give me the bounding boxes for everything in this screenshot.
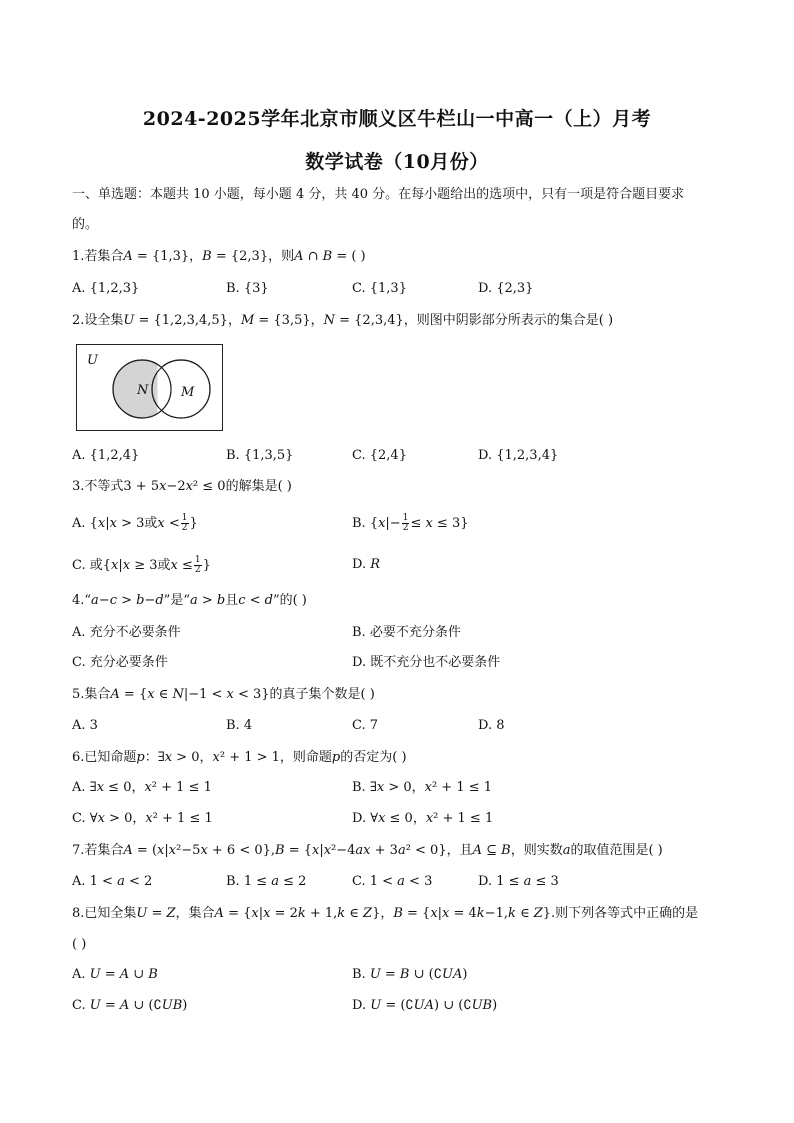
question-8-option-c[interactable]: C. 𝑈 = 𝐴 ∪ (∁𝑈𝐵) bbox=[72, 998, 188, 1013]
question-4-option-b[interactable]: B. 必要不充分条件 bbox=[352, 625, 461, 640]
question-7-stem: 7.若集合𝐴 = (𝑥|𝑥²−5𝑥 + 6 < 0},𝐵 = {𝑥|𝑥²−4𝑎𝑥 + 3𝑎² < 0}，且𝐴 ⊆ 𝐵，则实数𝑎的取值范围是( ) bbox=[72, 843, 663, 858]
question-4-stem: 4.“𝑎−𝑐 > 𝑏−𝑑”是“𝑎 > 𝑏且𝑐 < 𝑑”的( ) bbox=[72, 593, 307, 608]
option-text-end: ≤ 𝑥 ≤ 3} bbox=[410, 516, 469, 531]
question-2-option-d[interactable]: D. {1,2,3,4} bbox=[478, 448, 559, 463]
question-6-option-b[interactable]: B. ∃𝑥 > 0，𝑥² + 1 ≤ 1 bbox=[352, 780, 493, 795]
question-3-option-c[interactable] bbox=[72, 556, 211, 575]
question-8-stem-cont: ( ) bbox=[72, 937, 87, 952]
question-8-option-b[interactable]: B. 𝑈 = 𝐵 ∪ (∁𝑈𝐴) bbox=[352, 967, 468, 982]
question-4-option-a[interactable]: A. 充分不必要条件 bbox=[72, 625, 181, 640]
question-3-option-b[interactable] bbox=[352, 514, 469, 533]
question-7-option-d[interactable]: D. 1 ≤ 𝑎 ≤ 3 bbox=[478, 874, 559, 889]
question-1-option-c[interactable]: C. {1,3} bbox=[352, 281, 407, 296]
question-8-option-a[interactable]: A. 𝑈 = 𝐴 ∪ 𝐵 bbox=[72, 967, 158, 982]
exam-title: 2024-2025学年北京市顺义区牛栏山一中高一（上）月考 bbox=[142, 108, 652, 130]
question-5-stem: 5.集合𝐴 = {𝑥 ∈ 𝑁|−1 < 𝑥 < 3}的真子集个数是( ) bbox=[72, 687, 375, 702]
question-2-option-b[interactable]: B. {1,3,5} bbox=[226, 448, 294, 463]
option-text-end: } bbox=[202, 558, 211, 573]
fraction-denominator: 2 bbox=[181, 523, 188, 533]
exam-subtitle: 数学试卷（10月份） bbox=[305, 151, 489, 173]
section-instruction: 一、单选题：本题共 10 小题，每小题 4 分，共 40 分。在每小题给出的选项中，只有一项是符合题目要求 bbox=[72, 187, 685, 202]
question-6-option-a[interactable]: A. ∃𝑥 ≤ 0，𝑥² + 1 ≤ 1 bbox=[72, 780, 212, 795]
section-instruction-cont: 的。 bbox=[72, 217, 99, 232]
question-4-option-c[interactable]: C. 充分必要条件 bbox=[72, 655, 168, 670]
question-3-option-a[interactable] bbox=[72, 514, 198, 533]
question-1-option-d[interactable]: D. {2,3} bbox=[478, 281, 534, 296]
question-3-option-d[interactable] bbox=[352, 556, 380, 574]
question-4-option-d[interactable]: D. 既不充分也不必要条件 bbox=[352, 655, 501, 670]
question-8-option-d[interactable]: D. 𝑈 = (∁𝑈𝐴) ∪ (∁𝑈𝐵) bbox=[352, 998, 498, 1013]
question-5-option-c[interactable]: C. 7 bbox=[352, 718, 379, 733]
question-5-option-d[interactable]: D. 8 bbox=[478, 718, 505, 733]
question-1-stem: 1.若集合𝐴 = {1,3}，𝐵 = {2,3}，则𝐴 ∩ 𝐵 = ( ) bbox=[72, 249, 366, 264]
fraction-numerator: 1 bbox=[181, 513, 188, 523]
fraction-denominator: 2 bbox=[194, 565, 201, 575]
option-text: C. 或{𝑥|𝑥 ≥ 3或𝑥 ≤ bbox=[72, 558, 193, 573]
fraction bbox=[194, 556, 202, 575]
question-6-stem: 6.已知命题𝑝：∃𝑥 > 0，𝑥² + 1 > 1，则命题𝑝的否定为( ) bbox=[72, 750, 407, 765]
venn-label-m: M bbox=[181, 385, 195, 400]
question-6-option-d[interactable]: D. ∀𝑥 ≤ 0，𝑥² + 1 ≤ 1 bbox=[352, 811, 494, 826]
fraction bbox=[402, 514, 410, 533]
venn-diagram bbox=[76, 344, 223, 431]
question-3-stem: 3.不等式3 + 5𝑥−2𝑥² ≤ 0的解集是( ) bbox=[72, 479, 292, 494]
question-5-option-b[interactable]: B. 4 bbox=[226, 718, 253, 733]
fraction-denominator: 2 bbox=[402, 523, 409, 533]
question-1-option-b[interactable]: B. {3} bbox=[226, 281, 269, 296]
option-text-end: } bbox=[189, 516, 198, 531]
venn-label-n: N bbox=[137, 383, 149, 398]
question-1-option-a[interactable]: A. {1,2,3} bbox=[72, 281, 140, 296]
fraction bbox=[181, 514, 189, 533]
question-2-stem: 2.设全集𝑈 = {1,2,3,4,5}，𝑀 = {3,5}，𝑁 = {2,3,4}，则图中阴影部分所表示的集合是( ) bbox=[72, 313, 614, 328]
question-7-option-a[interactable]: A. 1 < 𝑎 < 2 bbox=[72, 874, 153, 889]
question-7-option-b[interactable]: B. 1 ≤ 𝑎 ≤ 2 bbox=[226, 874, 307, 889]
question-2-option-c[interactable]: C. {2,4} bbox=[352, 448, 407, 463]
question-6-option-c[interactable]: C. ∀𝑥 > 0，𝑥² + 1 ≤ 1 bbox=[72, 811, 213, 826]
option-text: D. 𝑅 bbox=[352, 557, 381, 572]
question-2-option-a[interactable]: A. {1,2,4} bbox=[72, 448, 140, 463]
fraction-numerator: 1 bbox=[194, 555, 201, 565]
fraction-numerator: 1 bbox=[402, 513, 409, 523]
option-text: A. {𝑥|𝑥 > 3或𝑥 < bbox=[72, 516, 180, 531]
question-5-option-a[interactable]: A. 3 bbox=[72, 718, 98, 733]
option-text: B. {𝑥|− bbox=[352, 516, 401, 531]
question-7-option-c[interactable]: C. 1 < 𝑎 < 3 bbox=[352, 874, 433, 889]
venn-label-u: U bbox=[87, 353, 98, 368]
question-8-stem: 8.已知全集𝑈 = 𝑍，集合𝐴 = {𝑥|𝑥 = 2𝑘 + 1,𝑘 ∈ 𝑍}，𝐵 = {𝑥|𝑥 = 4𝑘−1,𝑘 ∈ 𝑍}.则下列各等式中正确的是 bbox=[72, 906, 699, 921]
